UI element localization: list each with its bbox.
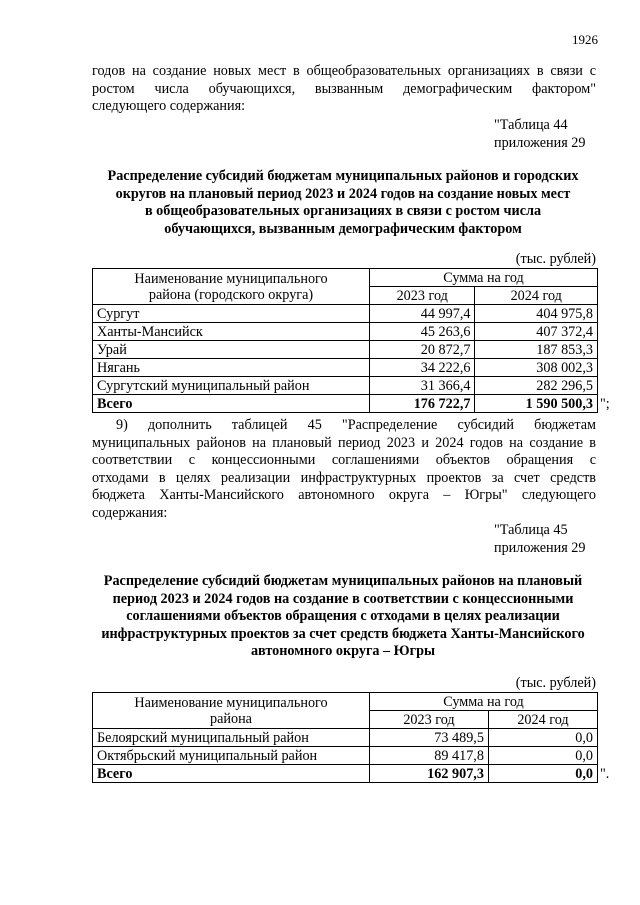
table44-closing-quote: ";: [600, 396, 610, 412]
reference-line: "Таблица 44: [494, 117, 568, 133]
title-line: соглашениями объектов обращения с отходами в целях реализации: [126, 608, 560, 625]
title-line: инфраструктурных проектов за счет средств бюджета Ханты-Мансийского: [101, 625, 585, 642]
total-value-2023: 162 907,3: [370, 765, 489, 783]
title-line: обучающихся, вызванным демографическим фактором: [164, 220, 522, 237]
column-header-2024: 2024 год: [475, 287, 598, 305]
item9-line: содержания:: [92, 504, 168, 521]
row-name: Ханты-Мансийск: [93, 323, 370, 341]
column-header-name: [93, 269, 370, 305]
column-header-2023: 2023 год: [370, 711, 489, 729]
table-total-row: [93, 395, 598, 413]
total-label: Всего: [93, 765, 370, 783]
table-row: [93, 323, 598, 341]
item9-line: 9) дополнить таблицей 45 "Распределение субсидий бюджетам: [116, 417, 596, 433]
header-line: района (городского округа): [148, 286, 314, 303]
row-name: Сургут: [93, 305, 370, 323]
table-row: [93, 341, 598, 359]
intro-line: следующего содержания:: [92, 98, 246, 115]
page-number: 1926: [572, 32, 598, 47]
title-line: в общеобразовательных организациях в связи с ростом числа: [144, 203, 542, 220]
column-header-sum: Сумма на год: [370, 693, 598, 711]
table44-title: [90, 168, 596, 238]
row-value-2024: 187 853,3: [475, 341, 598, 359]
row-name: Октябрьский муниципальный район: [93, 747, 370, 765]
reference-line: приложения 29: [494, 134, 586, 151]
row-name: Сургутский муниципальный район: [93, 377, 370, 395]
row-value-2023: 31 366,4: [370, 377, 475, 395]
table-total-row: [93, 765, 598, 783]
table45-reference: [494, 522, 585, 557]
table44-units: (тыс. рублей): [515, 251, 596, 267]
table-row: [93, 729, 598, 747]
table45-title: [90, 573, 596, 661]
total-value-2024: 0,0: [488, 765, 597, 783]
item9-line: соответствии с концессионными соглашениями объектов обращения с: [92, 452, 596, 469]
header-line: района: [210, 710, 252, 727]
table44-reference: [494, 117, 585, 152]
item9-line: бюджета Ханты-Мансийского автономного округа – Югры" следующего: [92, 487, 596, 504]
total-label: Всего: [93, 395, 370, 413]
reference-line: "Таблица 45: [494, 522, 568, 538]
row-value-2024: 0,0: [488, 747, 597, 765]
row-value-2024: 407 372,4: [475, 323, 598, 341]
row-value-2023: 44 997,4: [370, 305, 475, 323]
title-line: Распределение субсидий бюджетам муниципальных районов на плановый: [103, 573, 583, 589]
row-value-2023: 73 489,5: [370, 729, 489, 747]
total-value-2023: 176 722,7: [370, 395, 475, 413]
row-name: Урай: [93, 341, 370, 359]
table-row: [93, 377, 598, 395]
column-header-name: [93, 693, 370, 729]
row-value-2023: 45 263,6: [370, 323, 475, 341]
intro-paragraph: [92, 63, 596, 116]
title-line: Распределение субсидий бюджетам муниципальных районов и городских: [107, 168, 579, 184]
column-header-2023: 2023 год: [370, 287, 475, 305]
item9-line: муниципальных районов на плановый период 2023 и 2024 годов на создание в: [92, 434, 596, 451]
column-header-sum: Сумма на год: [370, 269, 598, 287]
table-row: [93, 305, 598, 323]
row-name: Нягань: [93, 359, 370, 377]
item9-line: отходами в целях реализации инфраструктурных проектов за счет средств: [92, 469, 596, 486]
table45: [92, 692, 598, 783]
intro-line: ростом числа обучающихся, вызванным демографическим фактором": [92, 80, 596, 97]
header-line: Наименование муниципального: [134, 694, 328, 711]
table45-closing-quote: ".: [600, 766, 610, 782]
table-row: [93, 359, 598, 377]
total-value-2024: 1 590 500,3: [475, 395, 598, 413]
row-value-2023: 34 222,6: [370, 359, 475, 377]
column-header-2024: 2024 год: [488, 711, 597, 729]
row-value-2024: 404 975,8: [475, 305, 598, 323]
table-row: [93, 747, 598, 765]
row-value-2023: 89 417,8: [370, 747, 489, 765]
title-line: период 2023 и 2024 годов на создание в соответствии с концессионными: [112, 590, 574, 607]
table45-units: (тыс. рублей): [515, 675, 596, 691]
reference-line: приложения 29: [494, 539, 586, 556]
row-value-2024: 282 296,5: [475, 377, 598, 395]
header-line: Наименование муниципального: [134, 270, 328, 287]
row-value-2024: 0,0: [488, 729, 597, 747]
row-name: Белоярский муниципальный район: [93, 729, 370, 747]
item9-paragraph: [92, 417, 596, 523]
row-value-2023: 20 872,7: [370, 341, 475, 359]
intro-line: годов на создание новых мест в общеобразовательных организациях в связи с: [92, 63, 596, 79]
row-value-2024: 308 002,3: [475, 359, 598, 377]
table44: [92, 268, 598, 413]
title-line: автономного округа – Югры: [250, 643, 436, 660]
title-line: округов на плановый период 2023 и 2024 годов на создание новых мест: [115, 185, 571, 202]
